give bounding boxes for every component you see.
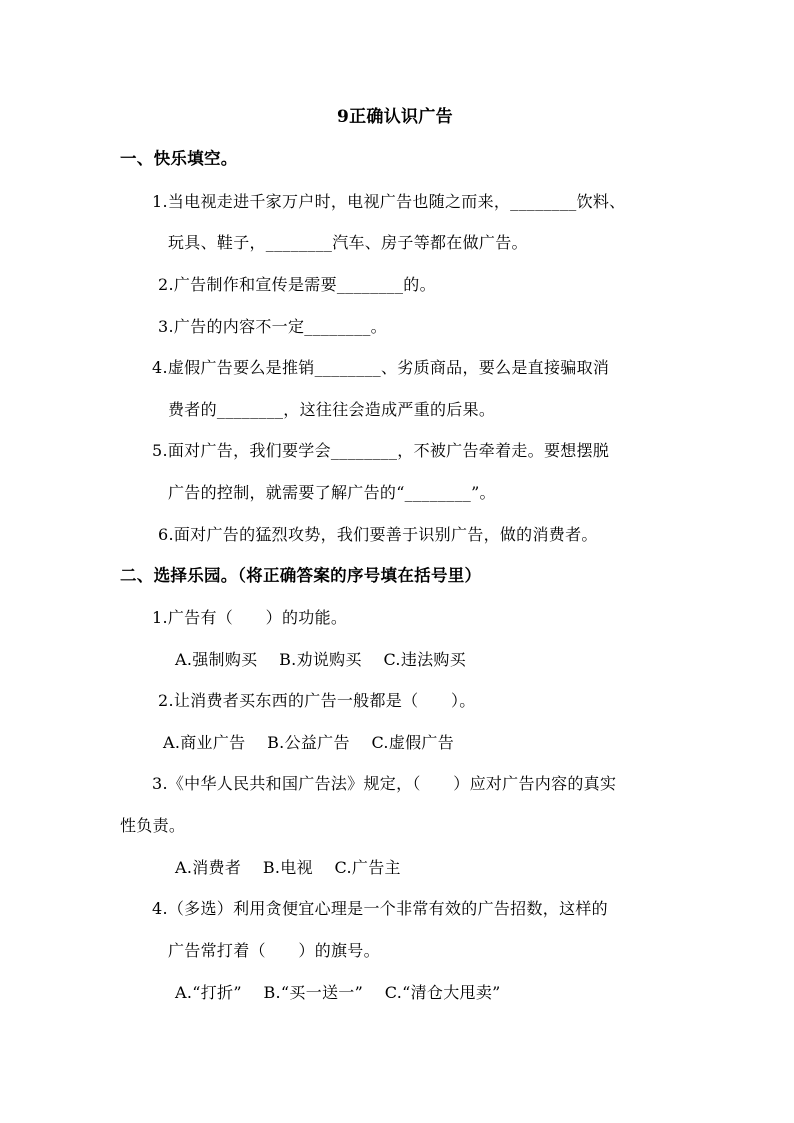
fill-question-3: 3.广告的内容不一定________。 [158, 317, 387, 336]
page-title: 9正确认识广告 [337, 107, 453, 127]
choice-question-1: 1.广告有（ ）的功能。 [152, 608, 348, 627]
fill-question-1-line-1: 1.当电视走进千家万户时，电视广告也随之而来，________饮料、 [152, 192, 626, 211]
choice-question-1-options: A.强制购买 B.劝说购买 C.违法购买 [175, 650, 467, 669]
section-heading-fill-blanks: 一、快乐填空。 [120, 149, 238, 168]
choice-question-3-line-1: 3.《中华人民共和国广告法》规定，（ ）应对广告内容的真实 [152, 774, 617, 793]
fill-question-4-line-2: 费者的________，这往往会造成严重的后果。 [168, 400, 496, 419]
choice-question-2: 2.让消费者买东西的广告一般都是（ ）。 [158, 691, 476, 710]
choice-question-3-line-2: 性负责。 [120, 816, 186, 835]
choice-question-4-line-2: 广告常打着（ ）的旗号。 [168, 941, 380, 960]
fill-question-6: 6.面对广告的猛烈攻势，我们要善于识别广告，做的消费者。 [158, 525, 598, 544]
choice-question-4-line-1: 4.（多选）利用贪便宜心理是一个非常有效的广告招数，这样的 [152, 899, 608, 918]
choice-question-4-options: A.“打折” B.“买一送一” C.“清仓大甩卖” [175, 983, 501, 1002]
choice-question-2-options: A.商业广告 B.公益广告 C.虚假广告 [163, 733, 455, 752]
choice-question-3-options: A.消费者 B.电视 C.广告主 [175, 858, 401, 877]
fill-question-5-line-1: 5.面对广告，我们要学会________，不被广告牵着走。要想摆脱 [152, 441, 610, 460]
fill-question-1-line-2: 玩具、鞋子，________汽车、房子等都在做广告。 [168, 233, 528, 252]
fill-question-2: 2.广告制作和宣传是需要________的。 [158, 275, 436, 294]
fill-question-4-line-1: 4.虚假广告要么是推销________、劣质商品，要么是直接骗取消 [152, 358, 610, 377]
fill-question-5-line-2: 广告的控制，就需要了解广告的“________”。 [168, 483, 496, 502]
section-heading-multiple-choice: 二、选择乐园。（将正确答案的序号填在括号里） [120, 566, 482, 585]
